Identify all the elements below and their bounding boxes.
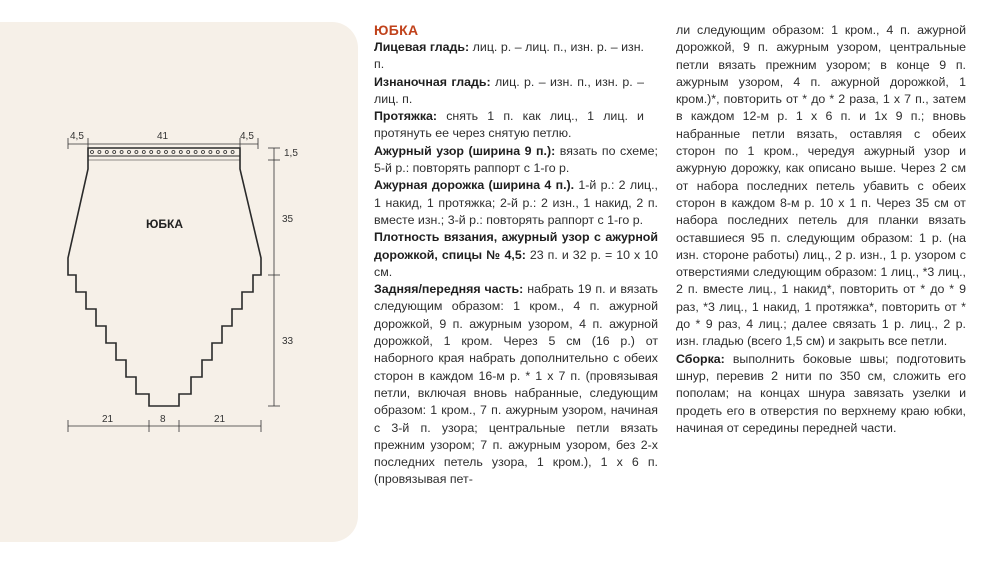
skirt-outline <box>68 148 261 406</box>
paragraph-gauge <box>374 229 658 281</box>
dim-bottom-center: 8 <box>160 414 166 425</box>
dim-bottom-right: 21 <box>214 414 226 425</box>
paragraph-stockinette <box>374 39 658 74</box>
waistband-hole <box>98 151 101 154</box>
section-title: ЮБКА <box>374 22 419 38</box>
dim-right-middle: 35 <box>282 214 294 225</box>
paragraph-assembly <box>676 351 966 437</box>
dim-top-left: 4,5 <box>70 131 84 142</box>
waistband-hole <box>142 151 145 154</box>
skirt-diagram <box>0 22 358 542</box>
term-heading: Задняя/передняя часть: <box>374 282 524 297</box>
term-text: снять 1 п. как лиц., 1 лиц. и протянуть ее через снятую петлю. <box>374 109 644 141</box>
term-text: набрать 19 п. и вязать следующим образом: 1 кром., 4 п. ажурной дорожкой, 9 п. ажурным узором, 4 п. ажурной дорожкой, 1 кром. Через 5 см (16 р.) от наборного края набрать дополнительно с обеих сторон в каждом 16-м р. * 1 х 7 п. (провязывая петли, включая вновь набранные, следующим образом: 1 кром., 7 п. ажурным узором, начиная с 3-й п. узора; центральные петли вязать прежним узором; 7 п. ажурным узором, без 2-х последних петель узора, 1 кром.), 1 х 6 п. (провязывая пет- <box>374 282 658 487</box>
waistband-hole <box>172 151 175 154</box>
waistband-hole <box>224 151 227 154</box>
text-column-right <box>676 22 966 437</box>
waistband-holes <box>91 151 235 154</box>
waistband-hole <box>202 151 205 154</box>
waistband-hole <box>194 151 197 154</box>
text-column-left <box>374 22 658 489</box>
waistband-hole <box>128 151 131 154</box>
waistband-hole <box>135 151 138 154</box>
term-text: выполнить боковые швы; подготовить шнур, перевив 2 нити по 350 см, сложить его пополам; на концах шнура завязать узелки и продеть его в отверстия по верхнему краю юбки, начиная от середины передней части. <box>676 351 966 435</box>
dim-right-top: 1,5 <box>284 148 298 159</box>
waistband-hole <box>120 151 123 154</box>
waistband-hole <box>216 151 219 154</box>
waistband-hole <box>157 151 160 154</box>
term-text: вязать по схеме; 5-й р.: повторять раппорт с 1-го р. <box>374 143 658 176</box>
term-heading: Лицевая гладь: <box>374 40 470 54</box>
term-text: 23 п. и 32 р. = 10 х 10 см. <box>374 247 658 279</box>
paragraph-lace-track <box>374 177 658 229</box>
dim-top-center: 41 <box>157 131 169 142</box>
waistband-hole <box>179 151 182 154</box>
dim-right-bottom: 33 <box>282 336 294 347</box>
skirt-label: ЮБКА <box>146 217 183 231</box>
paragraph-pull-through <box>374 108 658 143</box>
term-heading: Ажурная дорожка (ширина 4 п.). <box>374 178 575 193</box>
paragraph-back-front <box>374 281 658 489</box>
term-text: лиц. р. – лиц. п., изн. р. – изн. п. <box>374 40 644 72</box>
term-text: 1-й р.: 2 лиц., 1 накид, 1 протяжка; 2-й р.: 2 изн., 1 накид, 2 п. вместе изн.; 3-й р.: повторять раппорт с 1-го р. <box>374 178 658 227</box>
dim-top-right: 4,5 <box>240 131 254 142</box>
waistband-hole <box>165 151 168 154</box>
waistband-hole <box>231 151 234 154</box>
term-heading: Сборка: <box>676 351 725 366</box>
waistband-hole <box>187 151 190 154</box>
waistband-hole <box>150 151 153 154</box>
waistband-hole <box>105 151 108 154</box>
paragraph-lace-pattern <box>374 143 658 178</box>
waistband-hole <box>113 151 116 154</box>
term-heading: Ажурный узор (ширина 9 п.): <box>374 143 556 158</box>
term-text: лиц. р. – изн. п., изн. р. – лиц. п. <box>374 74 645 106</box>
paragraph-continuation <box>676 22 966 351</box>
waistband-hole <box>209 151 212 154</box>
term-heading: Плотность вязания, ажурный узор с ажурной дорожкой, спицы № 4,5: <box>374 230 658 262</box>
paragraph-reverse-stockinette <box>374 74 658 109</box>
waistband-hole <box>91 151 94 154</box>
term-heading: Изнаночная гладь: <box>374 74 491 89</box>
dim-bottom-left: 21 <box>102 414 114 425</box>
term-text: ли следующим образом: 1 кром., 4 п. ажурной дорожкой, 9 п. ажурным узором, центральные петли вязать прежним узором; в конце 9 п. ажурным узором, 4 п. ажурной дорожкой, 1 кром.)*, повторить от * до * 2 раза, 1 х 7 п., затем в каждом 12-м р. 1 х 6 п. и 1х 9 п.; вновь набранные петли вязать, оставляя с обеих сторон по 1 кром., чередуя ажурный узор и ажурную дорожку, как описано выше. Через 2 см от набора последних петель убавить с обеих сторон в каждом 8-м р. 10 х 1 п. Через 35 см от набора последних петель для планки вязать оставшиеся 95 п. следующим образом: 1 р. (на изн. стороне работы) лиц., 2 р. изн., 1 р. узором с отверстиями следующим образом: 1 лиц., *3 лиц., 2 п. вместе лиц., 1 накид*, повторить от * до * 9 раз, *3 лиц., 1 накид, 1 протяжка*, повторить от * до * 9 раз, 4 лиц.; далее связать 1 р. лиц., 2 р. изн. гладью (всего 1,5 см) и закрыть все петли. <box>676 23 966 349</box>
term-heading: Протяжка: <box>374 109 438 124</box>
